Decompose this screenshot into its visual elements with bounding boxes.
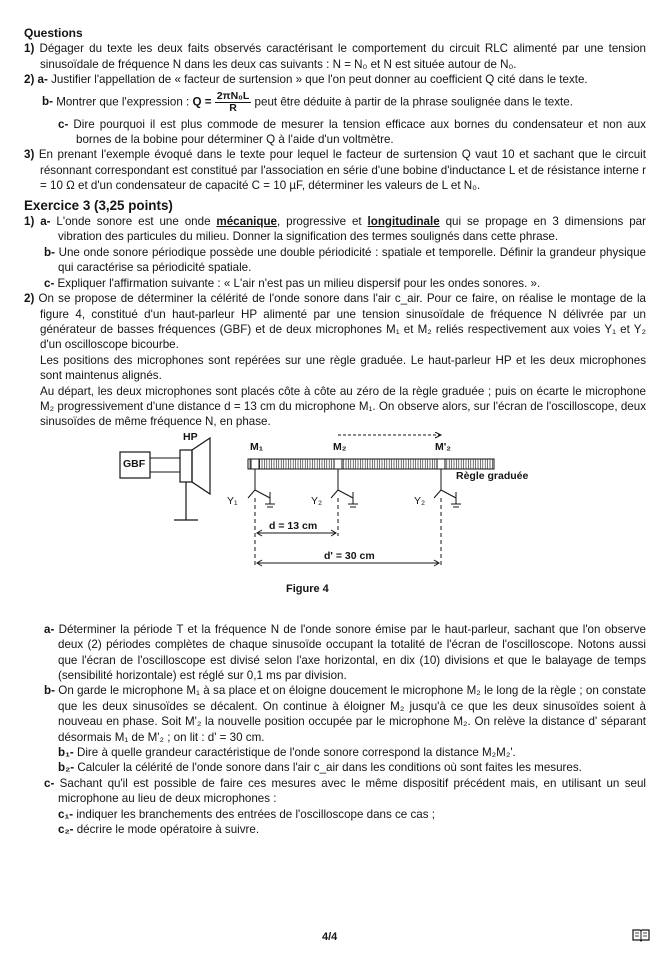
- ex3-question-c1: c₁- indiquer les branchements des entrées de l'oscilloscope dans ce cas ;: [58, 807, 435, 821]
- ex3-question-c2: c₂- décrire le mode opératoire à suivre.: [58, 823, 260, 837]
- ex3-question-b2: b₂- Calculer la célérité de l'onde sonore dans l'air c_air dans les conditions où sont faites les mesures.: [58, 761, 582, 775]
- figure-4: [24, 432, 646, 632]
- y2-prime-connection: [434, 490, 461, 507]
- question-3: 3) En prenant l'exemple évoqué dans le texte pour lequel le facteur de surtension Q vaut 10 et sachant que le circuit résonnant correspondant est constitué par l'association en série d'une bobine d'inductance L et de résistance interne r = 10 Ω et d'un condensateur de capacité C = 10 µF, déterminer les valeurs de L et N₀.: [24, 148, 646, 193]
- ex3-question-2-para3: Au départ, les deux microphones sont placés côte à côte au zéro de la règle graduée ; puis on écarte le microphone M₂ progressivement d'une distance d = 13 cm du microphone M₁. On observe alors, sur l'écran de l'oscilloscope, deux sinusoïdes de même fréquence N, en phase.: [40, 384, 646, 429]
- ex3-question-a: a- Déterminer la période T et la fréquence N de l'onde sonore émise par le haut-parleur, sachant que l'on observe deux (2) périodes complètes de chaque sinusoïde occupant la totalité de l'écran de l'oscilloscope. Notons aussi que l'écran de l'oscilloscope est divisé selon l'axe horizontal, en dix (10) divisions et que le balayage de temps (sensibilité horizontale) est réglé sur 0,1 ms par division.: [44, 622, 646, 682]
- graduated-ruler: [248, 459, 494, 469]
- label-m2-prime: M'₂: [435, 440, 451, 453]
- label-y2: Y₂: [311, 494, 323, 507]
- question-1: 1) Dégager du texte les deux faits observés caractérisant le comportement du circuit RLC alimenté par une tension sinusoïdale de fréquence N dans les deux cas suivants : N = N₀ et N est située autour de N₀.: [24, 42, 646, 71]
- book-icon: [632, 928, 650, 942]
- question-2c: c- Dire pourquoi il est plus commode de mesurer la tension efficace aux bornes du condensateur et non aux bornes de la bobine pour déterminer Q à l'aide d'un voltmètre.: [58, 117, 646, 147]
- label-dprime: d' = 30 cm: [324, 549, 375, 562]
- label-y2-prime: Y₂: [414, 494, 426, 507]
- microphone-m2-prime: [437, 459, 445, 490]
- figure-caption: Figure 4: [286, 582, 329, 595]
- page-content: [24, 26, 646, 837]
- ex3-question-2-para2: Les positions des microphones sont repérées sur une règle graduée. Le haut-parleur HP et les deux microphones sont maintenus alignés.: [40, 353, 646, 383]
- ex3-question-b: b- On garde le microphone M₁ à sa place et on éloigne doucement le microphone M₂ le long de la règle ; on constate que les deux sinusoïdes se décalent. On continue à éloigner M₂ jusqu'à ce que les deux sinusoïdes soient à nouveau en phase. Soit M'₂ la nouvelle position occupée par le microphone M₂. On relève la distance d' séparant désormais M₁ de M'₂ ; on lit : d' = 30 cm.: [44, 684, 646, 744]
- questions-title: Questions: [24, 26, 83, 40]
- question-2a: 2) a- Justifier l'appellation de « facteur de surtension » que l'on peut donner au coefficient Q cité dans le texte.: [24, 73, 588, 87]
- microphone-m2: [334, 459, 342, 490]
- label-hp: HP: [183, 430, 198, 443]
- y2-connection: [331, 490, 358, 507]
- ex3-question-1b: b- Une onde sonore périodique possède une double périodicité : spatiale et temporelle. Définir la grandeur physique qui caractérise sa périodicité spatiale.: [44, 245, 646, 275]
- question-2b: b- Montrer que l'expression : Q = $\frac{\text{2πN₀L}}{R}$ peut être déduite à partir de la phrase soulignée dans le texte.: [42, 89, 573, 114]
- ruler-frame: [248, 459, 494, 469]
- label-m1: M₁: [250, 440, 264, 453]
- microphone-m1: [251, 459, 259, 490]
- exercise-3-title: Exercice 3 (3,25 points): [24, 197, 173, 213]
- label-d: d = 13 cm: [269, 519, 318, 532]
- label-regle: Règle graduée: [456, 469, 529, 482]
- label-y1: Y₁: [227, 494, 238, 507]
- figure-4-drawing: [24, 432, 646, 632]
- label-gbf: GBF: [123, 457, 146, 470]
- ex3-question-b1: b₁- Dire à quelle grandeur caractéristique de l'onde sonore correspond la distance M₂M₂'.: [58, 746, 516, 759]
- ex3-question-c: c- Sachant qu'il est possible de faire ces mesures avec le même dispositif précédent mais, en utilisant un seul microphone au lieu de deux microphones :: [44, 776, 646, 806]
- page-number: 4/4: [322, 931, 338, 943]
- ex3-question-2: 2) On se propose de déterminer la célérité de l'onde sonore dans l'air c_air. Pour ce faire, on réalise le montage de la figure 4, constitué d'un haut-parleur HP alimenté par une tension sinusoïdale de fréquence N délivrée par un générateur de basses fréquences (GBF) et de deux microphones M₁ et M₂ reliés respectivement aux voies Y₁ et Y₂ d'un oscilloscope bicourbe.: [24, 292, 646, 352]
- label-m2: M₂: [333, 440, 347, 453]
- speaker-cone: [192, 438, 210, 494]
- formula-fraction: $\frac{\text{2πN₀L}}{R}$: [216, 89, 250, 114]
- y1-connection: [248, 490, 275, 507]
- ex3-question-1c: c- Expliquer l'affirmation suivante : « L'air n'est pas un milieu dispersif pour les ondes sonores. ».: [44, 276, 541, 290]
- ex3-question-1a: 1) a- L'onde sonore est une onde mécanique, progressive et longitudinale qui se propage en 3 dimensions par vibration des particules du milieu. Donner la signification des termes soulignés dans cette phrase.: [24, 215, 646, 244]
- speaker-body: [180, 450, 192, 482]
